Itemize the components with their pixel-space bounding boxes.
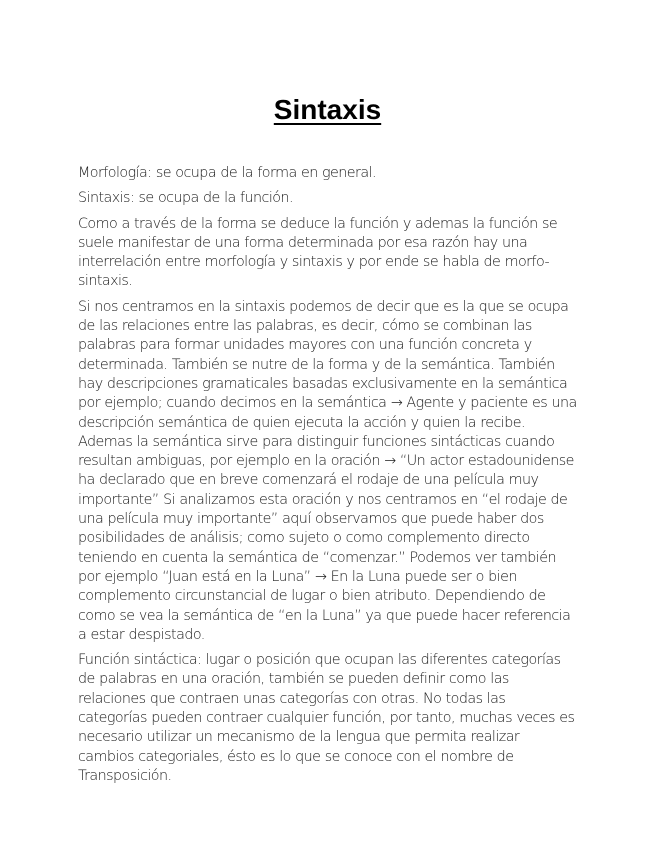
page-title: Sintaxis (273, 94, 382, 125)
paragraph-funcion-sintactica: Función sintáctica: lugar o posición que ocupan las diferentes categorías de palabras en una oración, también se pueden definir como las relaciones que contraen unas categorías con otras. No todas las categorías pueden contraer cualquier función, por tanto, muchas veces es necesario utilizar un mecanismo de la lengua que permita realizar cambios categoriales, ésto es lo que se conoce con el nombre de Transposición. (78, 652, 575, 784)
paragraph-semantica: Si nos centramos en la sintaxis podemos de decir que es la que se ocupa de las relaciones entre las palabras, es decir, cómo se combinan las palabras para formar unidades mayores con una función concreta y determinada. También se nutre de la forma y de la semántica. También hay descripciones gramaticales basadas exclusivamente en la semántica por ejemplo; cuando decimos en la semántica → Agente y paciente es una descripción semántica de quien ejecuta la acción y quien la recibe. Ademas la semántica sirve para distinguir funciones sintácticas cuando resultan ambiguas, por ejemplo en la oración → “Un actor estadounidense ha declarado que en breve comenzará el rodaje de una película muy importante” Si analizamos esta oración y nos centramos en “el rodaje de una película muy importante” aquí observamos que puede haber dos posibilidades de análisis; como sujeto o como complemento directo teniendo en cuenta la semántica de “comenzar.” Podemos ver también por ejemplo “Juan está en la Luna” → En la Luna puede ser o bien complemento circunstancial de lugar o bien atributo. Dependiendo de como se vea la semántica de “en la Luna” ya que puede hacer referencia a estar despistado. (78, 298, 577, 643)
document-body (78, 164, 578, 792)
paragraph-interrelacion: Como a través de la forma se deduce la función y ademas la función se suele manifestar de una forma determinada por esa razón hay una interrelación entre morfología y sintaxis y por ende se habla de morfo-sintaxis. (78, 215, 558, 290)
paragraph-sintaxis: Sintaxis: se ocupa de la función. (78, 190, 293, 207)
paragraph-morfologia: Morfología: se ocupa de la forma en general. (78, 165, 376, 181)
